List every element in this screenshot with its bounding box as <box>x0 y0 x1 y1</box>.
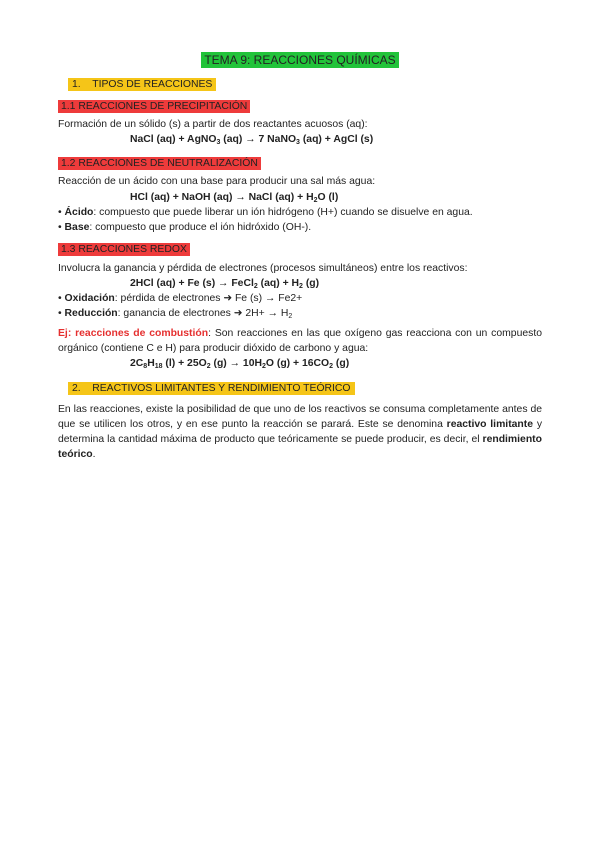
eq-sub: 8 <box>143 363 148 370</box>
acid-term: Ácido <box>64 207 94 218</box>
acid-text: : compuesto que puede liberar un ión hidrógeno (H+) cuando se disuelve en agua. <box>93 207 473 218</box>
precipitation-description: Formación de un sólido (s) a partir de dos reactantes acuosos (aq): <box>58 119 368 130</box>
eq-part: H <box>147 358 155 369</box>
example-text: : Son reacciones en las que oxígeno gas reacciona con un compuesto orgánico (contiene C e H) para producir dióxido de carbono y agua: <box>58 328 542 354</box>
redox-equation <box>130 277 319 291</box>
reduction-text: : ganancia de electrones ➜ 2H+ → H <box>117 308 289 319</box>
eq-sub: 2 <box>288 313 293 320</box>
oxidation-text: : pérdida de electrones ➜ Fe (s) → Fe2+ <box>114 293 303 304</box>
eq-part: HCl (aq) + NaOH (aq) → NaCl (aq) + H <box>130 192 314 203</box>
eq-part: NaCl (aq) + AgNO <box>130 134 217 145</box>
eq-part: (l) + 25O <box>162 358 207 369</box>
subsection-1-1-heading <box>58 100 250 114</box>
eq-sub: 2 <box>299 283 303 290</box>
section-1-label: TIPOS DE REACCIONES <box>92 79 213 90</box>
subsection-1-2-heading <box>58 157 261 171</box>
theoretical-yield-term: rendimiento teórico <box>58 434 542 460</box>
eq-part: 2HCl (aq) + Fe (s) → FeCl <box>130 278 254 289</box>
eq-sub: 3 <box>216 139 221 146</box>
base-text: : compuesto que produce el ión hidróxido (OH-). <box>89 222 312 233</box>
combustion-equation <box>130 357 349 371</box>
precipitation-equation <box>130 133 373 147</box>
oxidation-term: Oxidación <box>64 293 115 304</box>
subsection-1-1-label: 1.1 REACCIONES DE PRECIPITACIÓN <box>58 100 250 113</box>
paragraph-text: En las reacciones, existe la posibilidad de que uno de los reactivos se consuma completamente antes de que se utilicen los otros, y en ese punto la reacción se parará. Este se denomina <box>58 404 542 430</box>
title-line <box>0 53 600 69</box>
eq-sub: 2 <box>313 197 318 204</box>
eq-sub: 2 <box>329 363 334 370</box>
eq-part: (aq) + H <box>257 278 300 289</box>
neutralization-equation <box>130 191 338 205</box>
eq-part: (aq) + AgCl (s) <box>299 134 374 145</box>
section-2-number: 2. <box>72 383 81 394</box>
eq-part: (g) → 10H <box>210 358 262 369</box>
subsection-1-2-label: 1.2 REACCIONES DE NEUTRALIZACIÓN <box>58 157 261 170</box>
acid-definition: • Ácido: compuesto que puede liberar un ión hidrógeno (H+) cuando se disuelve en agua. <box>58 207 473 218</box>
eq-sub: 18 <box>154 363 163 370</box>
eq-part: O (l) <box>317 192 339 203</box>
eq-sub: 2 <box>253 283 258 290</box>
neutralization-description: Reacción de un ácido con una base para producir una sal más agua: <box>58 176 376 187</box>
subsection-1-3-label: 1.3 REACCIONES REDOX <box>58 243 190 256</box>
combustion-example <box>58 326 542 356</box>
paragraph-text: . <box>92 449 96 460</box>
eq-part: 2C <box>130 358 144 369</box>
section-1-number: 1. <box>72 79 81 90</box>
eq-part: (g) <box>333 358 350 369</box>
limiting-reagent-paragraph <box>58 402 542 462</box>
eq-sub: 3 <box>296 139 300 146</box>
reduction-term: Reducción <box>64 308 118 319</box>
eq-part: (aq) → 7 NaNO <box>220 134 297 145</box>
eq-part: (g) <box>302 278 320 289</box>
section-2-heading <box>68 382 355 396</box>
redox-description: Involucra la ganancia y pérdida de electrones (procesos simultáneos) entre los reactivos: <box>58 263 468 274</box>
oxidation-definition: • Oxidación: pérdida de electrones ➜ Fe (s) → Fe2+ <box>58 293 303 304</box>
paragraph-text: y determina la cantidad máxima de producto que teóricamente se puede producir, es decir, el <box>58 419 543 445</box>
eq-part: O (g) + 16CO <box>265 358 330 369</box>
eq-sub: 2 <box>262 363 266 370</box>
subsection-1-3-heading <box>58 243 190 257</box>
section-1-heading <box>68 78 216 92</box>
eq-sub: 2 <box>206 363 211 370</box>
base-definition: • Base: compuesto que produce el ión hidróxido (OH-). <box>58 222 312 233</box>
reduction-definition: • Reducción: ganancia de electrones ➜ $2H+ \to H_2$ <box>58 308 293 320</box>
example-label: Ej: reacciones de combustión <box>58 328 209 339</box>
base-term: Base <box>64 222 90 233</box>
section-2-label: REACTIVOS LIMITANTES Y RENDIMIENTO TEÓRICO <box>92 383 351 394</box>
limiting-reagent-term: reactivo limitante <box>446 419 534 430</box>
page-title: TEMA 9: REACCIONES QUÍMICAS <box>201 52 398 68</box>
